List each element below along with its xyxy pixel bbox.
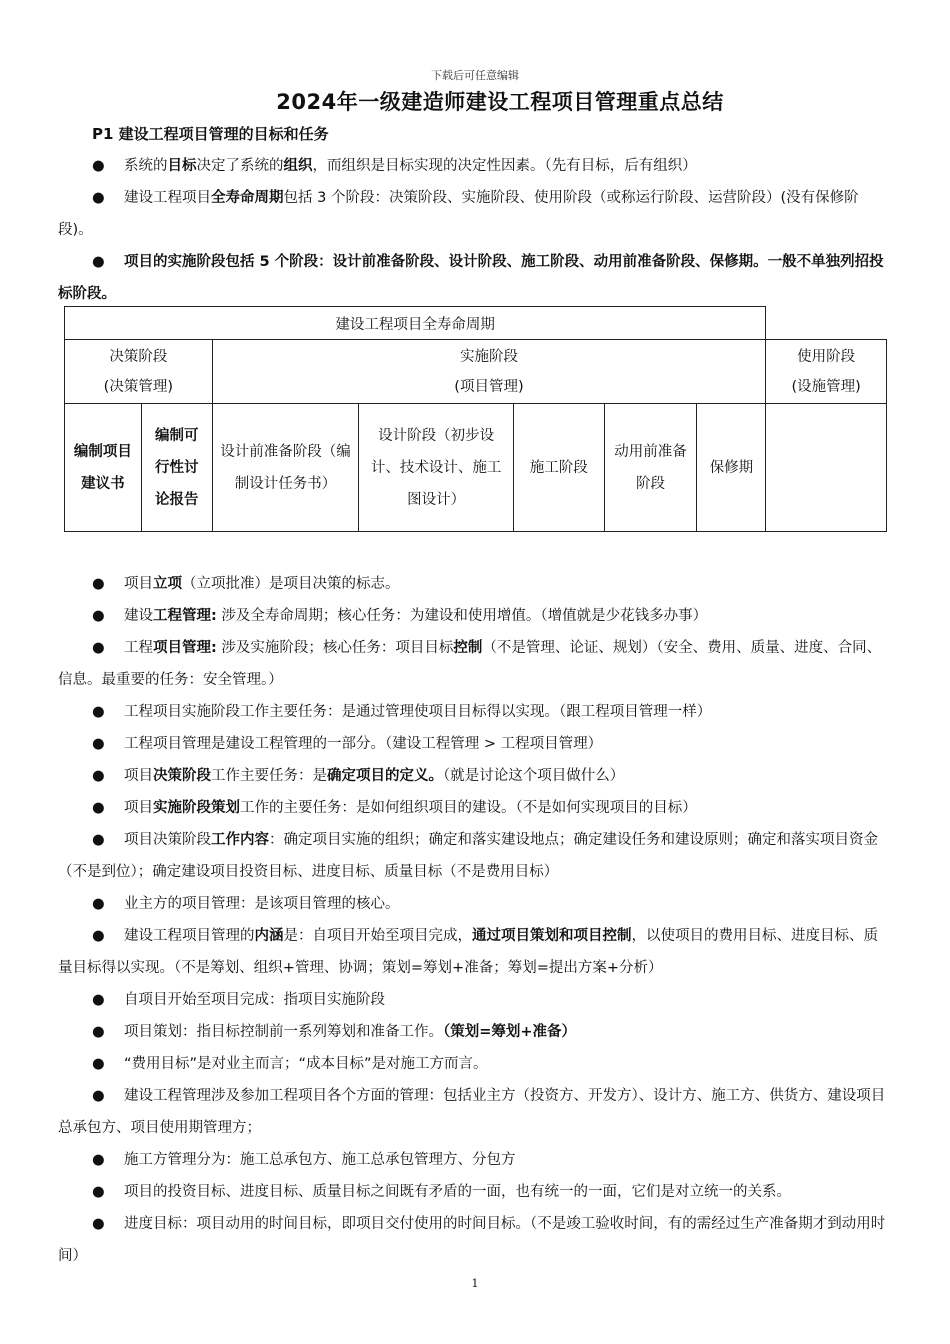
text-span: 项目 [124, 800, 153, 816]
usage-phase-note: (设施管理) [791, 378, 861, 395]
page-number: 1 [471, 1277, 479, 1290]
usage-phase-label: 使用阶段 [797, 348, 856, 365]
text-span: 项目策划：指目标控制前一系列筹划和准备工作。 [124, 1024, 443, 1040]
bold-text: 全寿命周期 [211, 190, 284, 206]
text-span: 决定了系统的 [196, 158, 284, 174]
bold-text: 工程管理: [153, 608, 217, 624]
bold-text: 决策阶段 [153, 768, 211, 784]
text-span: 施工方管理分为：施工总承包方、施工总承包管理方、分包方 [124, 1152, 516, 1168]
usage-empty-cell [766, 404, 887, 532]
text-span: 建设工程项目管理的 [124, 928, 255, 944]
text-span: 涉及实施阶段；核心任务：项目目标 [216, 640, 454, 656]
text-span: 工程 [124, 640, 153, 656]
proposal-cell: 编制项目建议书 [65, 404, 142, 532]
bullet-marker [58, 182, 124, 214]
bullet-marker [58, 600, 124, 632]
bullet-item [58, 696, 888, 728]
bullet-item [58, 792, 888, 824]
bullet-marker [58, 728, 124, 760]
bullet-dot-icon: ● [92, 1056, 105, 1072]
bullet-dot-icon: ● [92, 992, 105, 1008]
text-span: 项目 [124, 576, 153, 592]
text-span: 建设 [124, 608, 153, 624]
bullet-marker [58, 246, 124, 278]
text-span: 进度目标：项目动用的时间目标，即项目交付使用的时间目标。（不是竣工验收时间，有的需经过生产准备期才到动用时间） [58, 1216, 886, 1264]
feasibility-cell: 编制可行性讨论报告 [141, 404, 212, 532]
bullet-item [58, 888, 888, 920]
bullet-item [58, 1176, 888, 1208]
text-span: ，以使项目的费用目标、进度目标、质量目标得以实现。（不是筹划、组织+管理、协调；策划=筹划+准备；筹划=提出方案+分析） [58, 928, 878, 976]
implementation-phase-cell [212, 340, 766, 404]
text-span: 项目决策阶段 [124, 832, 211, 848]
bullet-dot-icon: ● [92, 832, 105, 848]
bold-text: （策划=筹划+准备） [443, 1024, 577, 1040]
text-span: 业主方的项目管理：是该项目管理的核心。 [124, 896, 400, 912]
bold-text: 项目的实施阶段包括 5 个阶段：设计前准备阶段、设计阶段、施工阶段、动用前准备阶段、保修期。一般不单独列招投标阶段。 [58, 254, 884, 302]
implementation-phase-label: 实施阶段 [459, 348, 518, 365]
pre-use-cell: 动用前准备阶段 [604, 404, 697, 532]
bullet-marker [58, 632, 124, 664]
bullet-item [58, 728, 888, 760]
text-span: 工程项目管理是建设工程管理的一部分。（建设工程管理 > 工程项目管理） [124, 736, 603, 752]
bullet-marker [58, 1144, 124, 1176]
bullet-marker [58, 920, 124, 952]
decision-phase-cell [65, 340, 213, 404]
bullet-marker [58, 984, 124, 1016]
text-span: 是：自项目开始至项目完成， [283, 928, 472, 944]
bold-text: 实施阶段策划 [153, 800, 240, 816]
bullet-item [58, 1016, 888, 1048]
text-span: 项目的投资目标、进度目标、质量目标之间既有矛盾的一面，也有统一的一面，它们是对立统一的关系。 [124, 1184, 791, 1200]
bold-text: 内涵 [254, 928, 284, 944]
section-heading: P1 建设工程项目管理的目标和任务 [92, 125, 329, 143]
text-span: “费用目标”是对业主而言；“成本目标”是对施工方而言。 [124, 1056, 488, 1072]
bullet-dot-icon: ● [92, 1216, 105, 1232]
bold-text: 项目管理: [153, 640, 217, 656]
bold-text: 立项 [153, 576, 182, 592]
intro-paragraph [58, 246, 888, 310]
decision-phase-note: (决策管理) [103, 378, 173, 395]
bullet-dot-icon: ● [92, 928, 105, 944]
bullet-item [58, 1144, 888, 1176]
bullet-dot-icon: ● [92, 576, 105, 592]
text-span: 系统的 [124, 158, 168, 174]
bullet-dot-icon: ● [92, 608, 105, 624]
bold-text: 通过项目策划和项目控制 [472, 928, 632, 944]
bullet-dot-icon: ● [92, 704, 105, 720]
bullet-marker [58, 792, 124, 824]
bold-text: 目标 [167, 158, 197, 174]
bullet-marker [58, 1208, 124, 1240]
text-span: 项目 [124, 768, 153, 784]
bullet-dot-icon: ● [92, 640, 105, 656]
text-span: 工作的主要任务：是如何组织项目的建设。（不是如何实现项目的目标） [240, 800, 697, 816]
bullet-dot-icon: ● [92, 1152, 105, 1168]
text-span: ：确定项目实施的组织；确定和落实建设地点；确定建设任务和建设原则；确定和落实项目资金（不是到位）；确定建设项目投资目标、进度目标、质量目标（不是费用目标） [58, 832, 878, 880]
bullet-marker [58, 1048, 124, 1080]
design-cell: 设计阶段（初步设计、技术设计、施工图设计） [359, 404, 514, 532]
bullet-marker [58, 888, 124, 920]
decision-phase-label: 决策阶段 [109, 348, 168, 365]
bullet-dot-icon: ● [92, 768, 105, 784]
table-title: 建设工程项目全寿命周期 [65, 307, 766, 340]
bullet-dot-icon: ● [92, 190, 105, 206]
bold-text: 工作内容 [211, 832, 269, 848]
lifecycle-table [64, 306, 887, 532]
bullet-item [58, 984, 888, 1016]
bullet-dot-icon: ● [92, 1024, 105, 1040]
bullet-dot-icon: ● [92, 800, 105, 816]
text-span: 涉及全寿命周期；核心任务：为建设和使用增值。（增值就是少花钱多办事） [216, 608, 708, 624]
bullet-marker [58, 760, 124, 792]
text-span: 自项目开始至项目完成：指项目实施阶段 [124, 992, 385, 1008]
implementation-phase-note: (项目管理) [454, 378, 524, 395]
bullet-marker [58, 568, 124, 600]
bullet-dot-icon: ● [92, 254, 105, 270]
bullet-item [58, 760, 888, 792]
bullet-marker [58, 696, 124, 728]
bold-text: 组织 [283, 158, 313, 174]
text-span: （立项批准）是项目决策的标志。 [182, 576, 400, 592]
bullet-marker [58, 824, 124, 856]
bullet-item [58, 824, 888, 888]
bullet-dot-icon: ● [92, 736, 105, 752]
bullet-item [58, 1048, 888, 1080]
bullet-dot-icon: ● [92, 158, 105, 174]
pre-design-cell: 设计前准备阶段（编制设计任务书） [212, 404, 359, 532]
bullet-item [58, 920, 888, 984]
text-span: 包括 3 个阶段：决策阶段、实施阶段、使用阶段（或称运行阶段、运营阶段）(没有保修阶段)。 [58, 190, 859, 238]
bullet-dot-icon: ● [92, 896, 105, 912]
bullet-item [58, 568, 888, 600]
bold-text: 确定项目的定义。 [327, 768, 443, 784]
bold-text: 控制 [453, 640, 483, 656]
bullet-item [58, 600, 888, 632]
usage-phase-cell [766, 340, 887, 404]
bullet-item [58, 632, 888, 696]
bullet-marker [58, 1080, 124, 1112]
text-span: 建设工程项目 [124, 190, 211, 206]
bullet-dot-icon: ● [92, 1184, 105, 1200]
bullet-marker [58, 1016, 124, 1048]
text-span: 工作主要任务：是 [211, 768, 327, 784]
construction-cell: 施工阶段 [513, 404, 604, 532]
bullet-item [58, 1080, 888, 1144]
bullet-marker [58, 150, 124, 182]
document-title: 2024年一级建造师建设工程项目管理重点总结 [276, 90, 724, 114]
bullet-dot-icon: ● [92, 1088, 105, 1104]
text-span: ，而组织是目标实现的决定性因素。（先有目标，后有组织） [312, 158, 697, 174]
intro-paragraph [58, 150, 888, 182]
text-span: 建设工程管理涉及参加工程项目各个方面的管理：包括业主方（投资方、开发方）、设计方、施工方、供货方、建设项目总承包方、项目使用期管理方； [58, 1088, 886, 1136]
text-span: （就是讨论这个项目做什么） [443, 768, 625, 784]
bullet-item [58, 1208, 888, 1272]
intro-paragraph [58, 182, 888, 246]
text-span: 工程项目实施阶段工作主要任务：是通过管理使项目目标得以实现。（跟工程项目管理一样） [124, 704, 712, 720]
warranty-cell: 保修期 [697, 404, 766, 532]
text-span: （不是管理、论证、规划）（安全、费用、质量、进度、合同、信息。最重要的任务：安全管理。） [58, 640, 882, 688]
header-note: 下载后可任意编辑 [431, 69, 519, 82]
bullet-marker [58, 1176, 124, 1208]
